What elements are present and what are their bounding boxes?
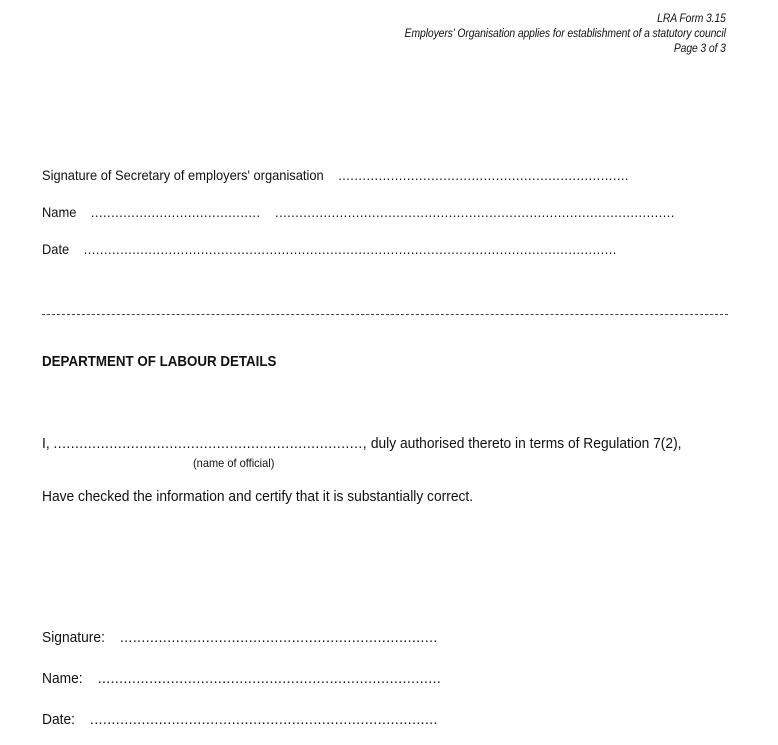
secretary-name-label: Name xyxy=(42,204,77,220)
department-date-label: Date: xyxy=(42,711,75,728)
department-name-label: Name: xyxy=(42,670,83,687)
secretary-signature-label: Signature of Secretary of employers' organisation xyxy=(42,167,324,183)
form-header xyxy=(405,12,726,57)
secretary-signature-line xyxy=(42,167,629,183)
secretary-name-line xyxy=(42,204,675,220)
department-name-field[interactable]: ................................................................................ xyxy=(97,670,442,687)
official-line xyxy=(42,435,682,452)
department-name-line xyxy=(42,670,441,687)
secretary-date-label: Date xyxy=(42,241,70,257)
secretary-date-field[interactable]: .................................................................................................................................... xyxy=(83,241,617,257)
department-date-line xyxy=(42,711,438,728)
official-caption: (name of official) xyxy=(193,456,275,470)
department-date-field[interactable]: ................................................................................. xyxy=(90,711,438,728)
department-heading: DEPARTMENT OF LABOUR DETAILS xyxy=(42,354,277,370)
department-signature-line xyxy=(42,629,438,646)
department-signature-label: Signature: xyxy=(42,629,105,646)
page-number: Page 3 of 3 xyxy=(674,43,726,55)
certify-statement: Have checked the information and certify that it is substantially correct. xyxy=(42,488,474,505)
official-prefix: I, xyxy=(42,435,50,452)
secretary-name-field-second[interactable]: ................................................................................................... xyxy=(275,204,675,220)
section-divider xyxy=(42,314,728,315)
secretary-name-field-first[interactable]: .......................................... xyxy=(90,204,261,220)
official-name-field[interactable]: ........................................................................, xyxy=(53,435,367,452)
secretary-signature-field[interactable]: ........................................................................ xyxy=(338,167,629,183)
form-number: LRA Form 3.15 xyxy=(657,13,726,25)
official-suffix: duly authorised thereto in terms of Regulation 7(2), xyxy=(370,435,682,452)
form-description: Employers' Organisation applies for establishment of a statutory council xyxy=(404,28,726,40)
secretary-date-line xyxy=(42,241,617,257)
department-signature-field[interactable]: .......................................................................... xyxy=(119,629,438,646)
